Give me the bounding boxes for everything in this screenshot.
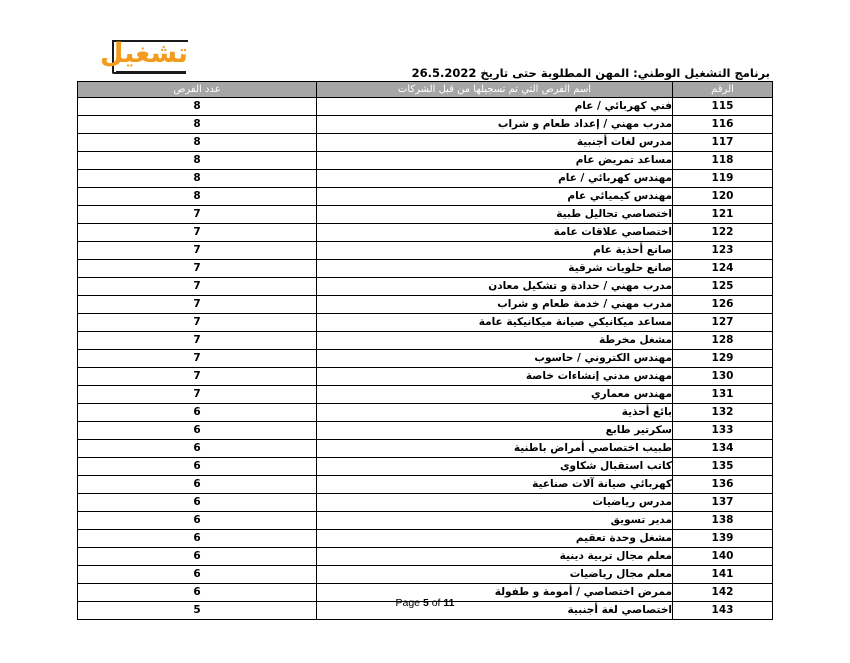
table-row	[78, 170, 773, 188]
row-opportunity-count: 7	[78, 386, 317, 404]
row-opportunity-name: فني كهربائي / عام	[317, 98, 673, 116]
row-opportunity-name: مشغل وحدة تعقيم	[317, 530, 673, 548]
row-opportunity-name: ممرض اختصاصي / أمومة و طفولة	[317, 584, 673, 602]
table-row	[78, 278, 773, 296]
row-opportunity-name: كهربائي صيانة آلات صناعية	[317, 476, 673, 494]
row-number: 142	[673, 584, 773, 602]
table-row	[78, 242, 773, 260]
table-row	[78, 188, 773, 206]
row-opportunity-name: صانع أحذية عام	[317, 242, 673, 260]
row-opportunity-count: 6	[78, 440, 317, 458]
row-opportunity-count: 6	[78, 512, 317, 530]
table-row	[78, 476, 773, 494]
row-opportunity-count: 7	[78, 206, 317, 224]
row-number: 130	[673, 368, 773, 386]
row-opportunity-name: اختصاصي علاقات عامة	[317, 224, 673, 242]
row-opportunity-count: 7	[78, 224, 317, 242]
table-row	[78, 350, 773, 368]
table-row	[78, 296, 773, 314]
row-opportunity-count: 7	[78, 350, 317, 368]
table-row	[78, 314, 773, 332]
row-number: 123	[673, 242, 773, 260]
row-number: 136	[673, 476, 773, 494]
table-row	[78, 98, 773, 116]
row-opportunity-name: صانع حلويات شرقية	[317, 260, 673, 278]
row-opportunity-name: مدرس لغات أجنبية	[317, 134, 673, 152]
row-number: 128	[673, 332, 773, 350]
tashgheel-logo	[100, 38, 188, 76]
row-opportunity-name: مهندس كيميائي عام	[317, 188, 673, 206]
row-opportunity-name: مدير تسويق	[317, 512, 673, 530]
row-number: 118	[673, 152, 773, 170]
row-number: 127	[673, 314, 773, 332]
row-number: 138	[673, 512, 773, 530]
row-number: 120	[673, 188, 773, 206]
table-row	[78, 458, 773, 476]
table-row	[78, 548, 773, 566]
row-opportunity-count: 6	[78, 458, 317, 476]
row-opportunity-name: بائع أحذية	[317, 404, 673, 422]
header-number: الرقم	[673, 82, 773, 98]
row-number: 140	[673, 548, 773, 566]
row-number: 119	[673, 170, 773, 188]
table-row	[78, 260, 773, 278]
table-row	[78, 116, 773, 134]
row-opportunity-name: مدرب مهني / إعداد طعام و شراب	[317, 116, 673, 134]
row-opportunity-count: 6	[78, 494, 317, 512]
row-number: 124	[673, 260, 773, 278]
row-opportunity-count: 7	[78, 260, 317, 278]
row-opportunity-count: 8	[78, 116, 317, 134]
row-opportunity-name: مهندس مدني إنشاءات خاصة	[317, 368, 673, 386]
header-opportunity-name: اسم الفرص التي تم تسجيلها من قبل الشركات	[317, 82, 673, 98]
of-word: of	[431, 597, 441, 609]
page-word: Page	[395, 597, 421, 609]
table-row	[78, 512, 773, 530]
row-number: 139	[673, 530, 773, 548]
table-row	[78, 530, 773, 548]
row-number: 143	[673, 602, 773, 620]
row-opportunity-count: 8	[78, 170, 317, 188]
logo-text: تشغيل	[100, 38, 188, 69]
row-opportunity-count: 5	[78, 602, 317, 620]
row-number: 129	[673, 350, 773, 368]
header-opportunity-count: عدد الفرص	[78, 82, 317, 98]
row-opportunity-name: طبيب اختصاصي أمراض باطنية	[317, 440, 673, 458]
total-pages: 11	[443, 597, 455, 609]
row-number: 126	[673, 296, 773, 314]
table-body	[78, 98, 773, 620]
row-number: 116	[673, 116, 773, 134]
row-opportunity-count: 6	[78, 530, 317, 548]
row-opportunity-count: 7	[78, 278, 317, 296]
table-row	[78, 224, 773, 242]
table-header-row	[78, 82, 773, 98]
row-number: 121	[673, 206, 773, 224]
row-number: 141	[673, 566, 773, 584]
table-row	[78, 404, 773, 422]
row-opportunity-count: 7	[78, 296, 317, 314]
table-row	[78, 422, 773, 440]
row-opportunity-count: 6	[78, 566, 317, 584]
row-opportunity-count: 8	[78, 152, 317, 170]
row-opportunity-count: 8	[78, 98, 317, 116]
row-opportunity-count: 8	[78, 134, 317, 152]
table-row	[78, 386, 773, 404]
row-opportunity-name: مهندس الكتروني / حاسوب	[317, 350, 673, 368]
row-number: 133	[673, 422, 773, 440]
table-row	[78, 440, 773, 458]
row-number: 137	[673, 494, 773, 512]
current-page: 5	[422, 597, 429, 609]
row-opportunity-count: 7	[78, 368, 317, 386]
table-row	[78, 494, 773, 512]
table-row	[78, 368, 773, 386]
row-opportunity-count: 8	[78, 188, 317, 206]
occupations-table	[77, 81, 773, 620]
row-number: 132	[673, 404, 773, 422]
table-row	[78, 332, 773, 350]
row-opportunity-count: 6	[78, 422, 317, 440]
row-opportunity-name: معلم مجال تربية دينية	[317, 548, 673, 566]
row-number: 134	[673, 440, 773, 458]
row-opportunity-name: مدرس رياضيات	[317, 494, 673, 512]
row-opportunity-count: 6	[78, 476, 317, 494]
table-row	[78, 134, 773, 152]
row-opportunity-count: 7	[78, 242, 317, 260]
row-opportunity-name: كاتب استقبال شكاوى	[317, 458, 673, 476]
row-opportunity-name: مدرب مهني / حدادة و تشكيل معادن	[317, 278, 673, 296]
row-opportunity-count: 7	[78, 314, 317, 332]
row-opportunity-name: اختصاصي تحاليل طبية	[317, 206, 673, 224]
row-number: 131	[673, 386, 773, 404]
table-row	[78, 152, 773, 170]
row-opportunity-name: مهندس كهربائي / عام	[317, 170, 673, 188]
row-opportunity-count: 6	[78, 548, 317, 566]
row-number: 115	[673, 98, 773, 116]
table-row	[78, 566, 773, 584]
row-opportunity-name: مهندس معماري	[317, 386, 673, 404]
page-footer	[0, 597, 850, 609]
row-opportunity-name: مساعد ميكانيكي صيانة ميكانيكية عامة	[317, 314, 673, 332]
logo-underline	[116, 71, 186, 74]
row-number: 135	[673, 458, 773, 476]
table-row	[78, 206, 773, 224]
row-number: 117	[673, 134, 773, 152]
document-title: برنامج التشغيل الوطني: المهن المطلوبة حتى تاريخ 26.5.2022	[411, 66, 770, 80]
row-opportunity-name: مشغل مخرطة	[317, 332, 673, 350]
row-opportunity-name: مساعد تمريض عام	[317, 152, 673, 170]
row-number: 125	[673, 278, 773, 296]
row-opportunity-count: 7	[78, 332, 317, 350]
row-number: 122	[673, 224, 773, 242]
row-opportunity-name: اختصاصي لغة أجنبية	[317, 602, 673, 620]
row-opportunity-name: مدرب مهني / خدمة طعام و شراب	[317, 296, 673, 314]
row-opportunity-count: 6	[78, 404, 317, 422]
row-opportunity-name: سكرتير طابع	[317, 422, 673, 440]
row-opportunity-name: معلم مجال رياضيات	[317, 566, 673, 584]
row-opportunity-count: 6	[78, 584, 317, 602]
